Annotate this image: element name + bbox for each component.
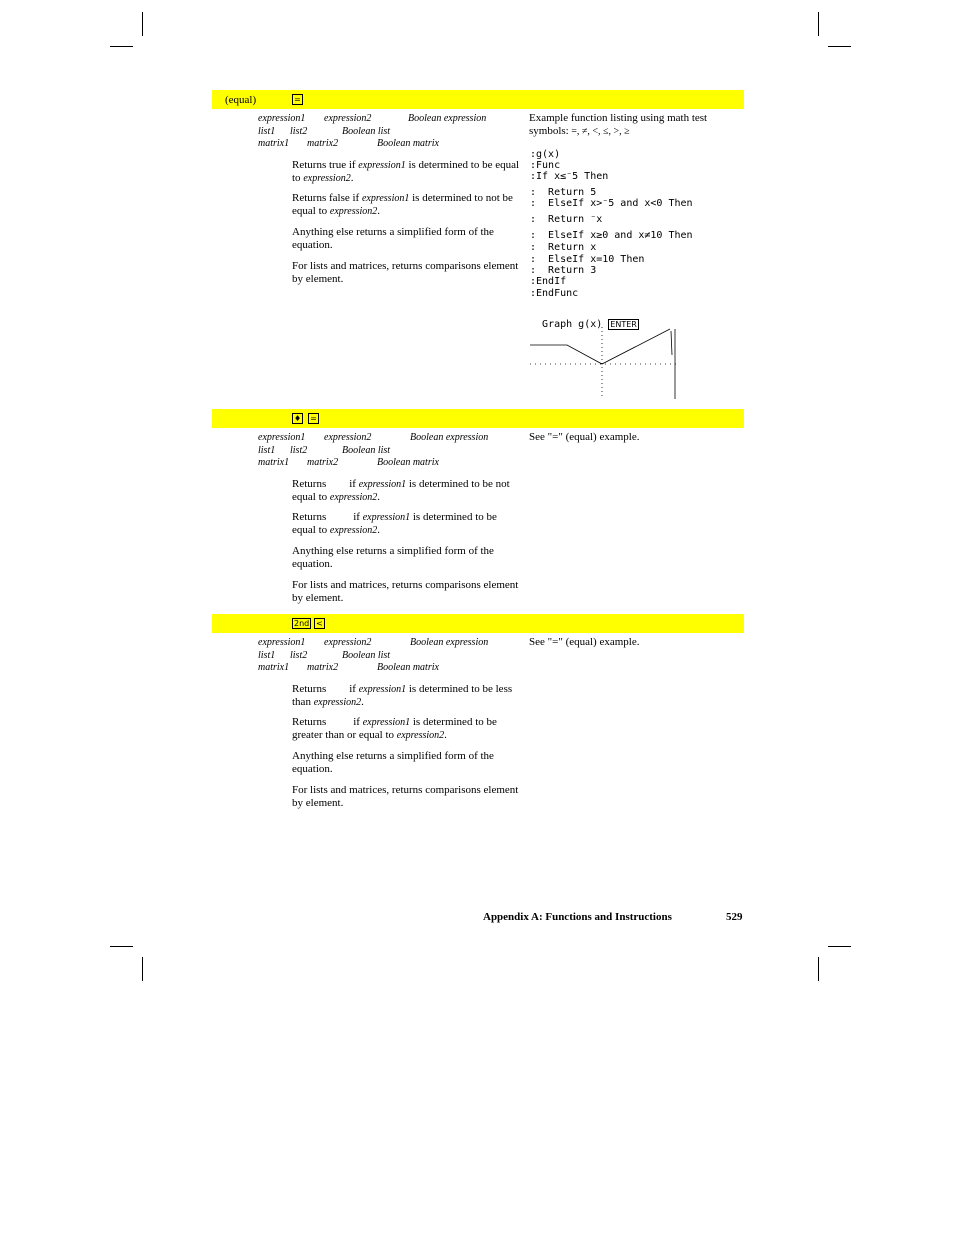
syntax-arg2: list2 (290, 126, 308, 137)
equals-key: = (308, 413, 319, 424)
syntax-result: Boolean list (342, 650, 391, 661)
description-paragraph: For lists and matrices, returns comparisons element by element. (292, 579, 519, 604)
diamond-key: ♦ (294, 414, 302, 423)
crop-mark (142, 12, 143, 36)
description-paragraph: Anything else returns a simplified form of the equation. (292, 545, 494, 570)
less-than-key: < (314, 618, 325, 629)
description-paragraph: Returns if expression1 is determined to be less than expression2. (292, 683, 513, 708)
section-header-less-than (212, 614, 744, 633)
crop-mark (828, 946, 851, 947)
syntax-arg1: matrix1 (258, 662, 290, 673)
syntax-arg2: expression2 (324, 432, 372, 443)
enter-key: ENTER (610, 320, 637, 330)
description-paragraph: Returns true if expression1 is determined to be equal to expression2. (292, 159, 520, 184)
syntax-result: Boolean matrix (377, 138, 439, 149)
section-header-equal (212, 90, 744, 109)
code-line: :g(x) (530, 149, 561, 160)
math-symbols: =, ≠, <, ≤, >, ≥ (568, 126, 630, 137)
crop-mark (818, 12, 819, 36)
syntax-arg2: expression2 (324, 113, 372, 124)
code-line: : Return 3 (530, 265, 597, 276)
crop-mark (110, 46, 133, 47)
syntax-result: Boolean matrix (377, 662, 439, 673)
syntax-arg1: list1 (258, 445, 276, 456)
code-line: : ElseIf x≥0 and x≠10 Then (530, 230, 693, 241)
section-label: (equal) (225, 94, 257, 106)
description-paragraph: Returns false if expression1 is determined to not be equal to expression2. (292, 192, 513, 217)
syntax-arg1: expression1 (258, 432, 306, 443)
syntax-arg1: matrix1 (258, 457, 290, 468)
description-paragraph: Anything else returns a simplified form of the equation. (292, 750, 494, 775)
description-paragraph: Anything else returns a simplified form of the equation. (292, 226, 494, 251)
code-line: : Return 5 (530, 187, 597, 198)
crop-mark (142, 957, 143, 981)
syntax-arg2: expression2 (324, 637, 372, 648)
syntax-arg2: list2 (290, 650, 308, 661)
graph-command: Graph g(x) ENTER (542, 319, 637, 331)
code-line: :Func (530, 160, 561, 171)
footer-title: Appendix A: Functions and Instructions (483, 911, 672, 923)
syntax-result: Boolean list (342, 126, 391, 137)
syntax-arg2: matrix2 (307, 662, 339, 673)
see-reference: See "=" (equal) example. (529, 431, 640, 443)
syntax-result: Boolean list (342, 445, 391, 456)
syntax-result: Boolean expression (410, 432, 489, 443)
syntax-result: Boolean expression (410, 637, 489, 648)
description-paragraph: Returns if expression1 is determined to be equal to expression2. (292, 511, 497, 536)
crop-mark (110, 946, 133, 947)
code-line: :EndIf (530, 276, 567, 287)
crop-mark (818, 957, 819, 981)
syntax-arg2: list2 (290, 445, 308, 456)
function-graph (530, 327, 678, 401)
section-header-not-equal (212, 409, 744, 428)
second-key: 2nd (294, 619, 310, 628)
code-line: : Return ⁻x (530, 214, 603, 225)
syntax-result: Boolean expression (408, 113, 487, 124)
description-paragraph: Returns if expression1 is determined to be greater than or equal to expression2. (292, 716, 497, 741)
see-reference: See "=" (equal) example. (529, 636, 640, 648)
description-paragraph: For lists and matrices, returns comparisons element by element. (292, 784, 519, 809)
description-paragraph: Returns if expression1 is determined to be not equal to expression2. (292, 478, 510, 503)
example-intro: Example function listing using math test symbols: =, ≠, <, ≤, >, ≥ (529, 112, 708, 137)
crop-mark (828, 46, 851, 47)
syntax-arg1: expression1 (258, 637, 306, 648)
syntax-arg1: list1 (258, 650, 276, 661)
code-line: : ElseIf x=10 Then (530, 254, 645, 265)
code-line: : ElseIf x>⁻5 and x<0 Then (530, 198, 693, 209)
code-line: :EndFunc (530, 288, 579, 299)
syntax-arg1: expression1 (258, 113, 306, 124)
syntax-result: Boolean matrix (377, 457, 439, 468)
equals-key: = (292, 94, 303, 105)
code-line: : Return x (530, 242, 597, 253)
description-paragraph: For lists and matrices, returns comparisons element by element. (292, 260, 519, 285)
page-number: 529 (726, 911, 743, 923)
syntax-arg1: matrix1 (258, 138, 290, 149)
code-line: :If x≤⁻5 Then (530, 171, 609, 182)
syntax-arg2: matrix2 (307, 457, 339, 468)
syntax-arg1: list1 (258, 126, 276, 137)
syntax-arg2: matrix2 (307, 138, 339, 149)
